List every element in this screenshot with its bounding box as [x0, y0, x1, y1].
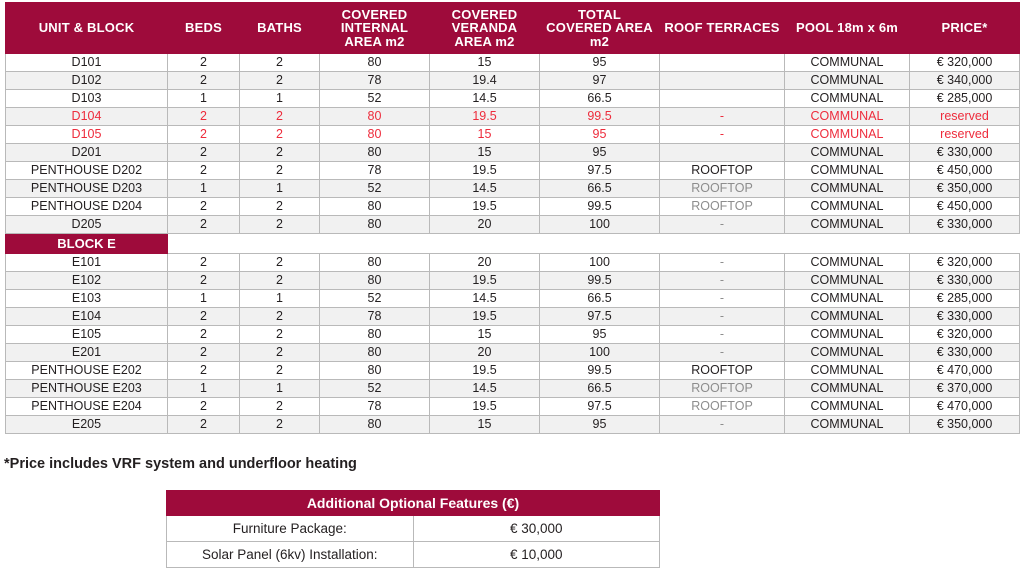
- cell-7: COMMUNAL: [785, 108, 910, 126]
- cell-1: 2: [168, 326, 240, 344]
- cell-5: 97: [540, 72, 660, 90]
- cell-4: 15: [430, 326, 540, 344]
- unit-price-table: [5, 2, 1020, 434]
- table-row: [6, 180, 1020, 198]
- table-row: [6, 216, 1020, 234]
- cell-0: E103: [6, 290, 168, 308]
- column-header-8: PRICE*: [910, 3, 1020, 54]
- optional-features-header-row: [167, 491, 660, 516]
- cell-2: 2: [240, 398, 320, 416]
- block-header-row: [6, 234, 1020, 254]
- cell-8: € 340,000: [910, 72, 1020, 90]
- cell-1: 2: [168, 308, 240, 326]
- optional-feature-label: Solar Panel (6kv) Installation:: [167, 542, 414, 568]
- cell-4: 15: [430, 144, 540, 162]
- cell-8: € 285,000: [910, 290, 1020, 308]
- cell-2: 1: [240, 290, 320, 308]
- cell-1: 2: [168, 54, 240, 72]
- cell-7: COMMUNAL: [785, 180, 910, 198]
- cell-0: E201: [6, 344, 168, 362]
- column-header-6: ROOF TERRACES: [660, 3, 785, 54]
- cell-0: PENTHOUSE E204: [6, 398, 168, 416]
- cell-1: 2: [168, 398, 240, 416]
- optional-feature-price: € 30,000: [413, 516, 660, 542]
- cell-7: COMMUNAL: [785, 72, 910, 90]
- cell-6: -: [660, 326, 785, 344]
- price-footnote: *Price includes VRF system and underfloor heating: [4, 456, 357, 472]
- price-table-header: [6, 3, 1020, 54]
- cell-8: € 330,000: [910, 144, 1020, 162]
- cell-0: D103: [6, 90, 168, 108]
- cell-8: € 370,000: [910, 380, 1020, 398]
- cell-3: 52: [320, 380, 430, 398]
- cell-2: 2: [240, 216, 320, 234]
- cell-7: COMMUNAL: [785, 54, 910, 72]
- cell-8: € 350,000: [910, 416, 1020, 434]
- cell-6: -: [660, 308, 785, 326]
- cell-3: 52: [320, 180, 430, 198]
- cell-5: 97.5: [540, 398, 660, 416]
- cell-1: 2: [168, 198, 240, 216]
- cell-5: 99.5: [540, 362, 660, 380]
- cell-5: 66.5: [540, 180, 660, 198]
- table-row: [6, 272, 1020, 290]
- cell-6: [660, 144, 785, 162]
- optional-features-table: [166, 490, 660, 568]
- table-row: [6, 362, 1020, 380]
- column-header-7: POOL 18m x 6m: [785, 3, 910, 54]
- cell-5: 100: [540, 216, 660, 234]
- cell-1: 1: [168, 180, 240, 198]
- price-table-body: [6, 54, 1020, 434]
- table-row: [6, 344, 1020, 362]
- cell-3: 52: [320, 90, 430, 108]
- cell-6: -: [660, 126, 785, 144]
- table-row: [6, 416, 1020, 434]
- cell-1: 2: [168, 254, 240, 272]
- cell-6: ROOFTOP: [660, 162, 785, 180]
- cell-7: COMMUNAL: [785, 380, 910, 398]
- cell-3: 78: [320, 162, 430, 180]
- cell-4: 15: [430, 126, 540, 144]
- cell-2: 2: [240, 272, 320, 290]
- cell-6: -: [660, 254, 785, 272]
- cell-5: 66.5: [540, 290, 660, 308]
- cell-4: 19.5: [430, 162, 540, 180]
- cell-1: 2: [168, 162, 240, 180]
- table-row: [6, 254, 1020, 272]
- cell-5: 95: [540, 326, 660, 344]
- price-table-header-row: [6, 3, 1020, 54]
- cell-3: 78: [320, 308, 430, 326]
- cell-7: COMMUNAL: [785, 290, 910, 308]
- cell-7: COMMUNAL: [785, 416, 910, 434]
- cell-1: 2: [168, 344, 240, 362]
- cell-4: 14.5: [430, 180, 540, 198]
- cell-7: COMMUNAL: [785, 362, 910, 380]
- cell-4: 19.5: [430, 398, 540, 416]
- cell-3: 80: [320, 144, 430, 162]
- cell-8: € 330,000: [910, 272, 1020, 290]
- cell-0: PENTHOUSE E203: [6, 380, 168, 398]
- cell-7: COMMUNAL: [785, 198, 910, 216]
- cell-5: 97.5: [540, 308, 660, 326]
- cell-6: -: [660, 216, 785, 234]
- cell-4: 14.5: [430, 90, 540, 108]
- cell-6: [660, 54, 785, 72]
- cell-6: -: [660, 290, 785, 308]
- cell-7: COMMUNAL: [785, 308, 910, 326]
- optional-features-title: Additional Optional Features (€): [167, 491, 660, 516]
- cell-4: 15: [430, 54, 540, 72]
- cell-7: COMMUNAL: [785, 254, 910, 272]
- optional-feature-row: [167, 542, 660, 568]
- cell-8: € 450,000: [910, 198, 1020, 216]
- cell-6: ROOFTOP: [660, 362, 785, 380]
- cell-0: D105: [6, 126, 168, 144]
- cell-4: 19.4: [430, 72, 540, 90]
- cell-0: PENTHOUSE E202: [6, 362, 168, 380]
- block-header-spacer: [240, 234, 320, 254]
- cell-0: E102: [6, 272, 168, 290]
- cell-8: € 320,000: [910, 254, 1020, 272]
- cell-8: € 330,000: [910, 308, 1020, 326]
- cell-2: 2: [240, 108, 320, 126]
- cell-5: 99.5: [540, 272, 660, 290]
- cell-6: ROOFTOP: [660, 180, 785, 198]
- cell-6: ROOFTOP: [660, 198, 785, 216]
- cell-2: 2: [240, 254, 320, 272]
- cell-4: 14.5: [430, 380, 540, 398]
- cell-4: 14.5: [430, 290, 540, 308]
- cell-3: 80: [320, 254, 430, 272]
- cell-3: 80: [320, 416, 430, 434]
- cell-5: 95: [540, 416, 660, 434]
- cell-3: 52: [320, 290, 430, 308]
- cell-2: 2: [240, 126, 320, 144]
- cell-5: 95: [540, 54, 660, 72]
- optional-features-body: [167, 516, 660, 568]
- cell-3: 80: [320, 272, 430, 290]
- cell-4: 19.5: [430, 108, 540, 126]
- cell-5: 95: [540, 126, 660, 144]
- column-header-2: BATHS: [240, 3, 320, 54]
- cell-1: 2: [168, 72, 240, 90]
- table-row: [6, 162, 1020, 180]
- cell-8: reserved: [910, 126, 1020, 144]
- cell-1: 2: [168, 108, 240, 126]
- cell-7: COMMUNAL: [785, 344, 910, 362]
- cell-2: 2: [240, 162, 320, 180]
- block-header-spacer: [430, 234, 540, 254]
- cell-3: 78: [320, 398, 430, 416]
- cell-4: 19.5: [430, 308, 540, 326]
- cell-1: 2: [168, 272, 240, 290]
- cell-7: COMMUNAL: [785, 326, 910, 344]
- column-header-4: COVERED VERANDA AREA m2: [430, 3, 540, 54]
- cell-8: reserved: [910, 108, 1020, 126]
- cell-1: 2: [168, 144, 240, 162]
- cell-6: -: [660, 272, 785, 290]
- cell-0: E205: [6, 416, 168, 434]
- table-row: [6, 90, 1020, 108]
- table-row: [6, 108, 1020, 126]
- cell-6: -: [660, 344, 785, 362]
- cell-3: 80: [320, 362, 430, 380]
- cell-2: 2: [240, 344, 320, 362]
- cell-5: 99.5: [540, 198, 660, 216]
- cell-7: COMMUNAL: [785, 126, 910, 144]
- cell-2: 1: [240, 380, 320, 398]
- cell-7: COMMUNAL: [785, 272, 910, 290]
- cell-8: € 330,000: [910, 344, 1020, 362]
- cell-5: 66.5: [540, 380, 660, 398]
- block-header-spacer: [785, 234, 910, 254]
- block-header-spacer: [320, 234, 430, 254]
- column-header-3: COVERED INTERNAL AREA m2: [320, 3, 430, 54]
- cell-1: 1: [168, 380, 240, 398]
- optional-feature-price: € 10,000: [413, 542, 660, 568]
- cell-3: 80: [320, 198, 430, 216]
- cell-8: € 470,000: [910, 362, 1020, 380]
- table-row: [6, 326, 1020, 344]
- table-row: [6, 198, 1020, 216]
- cell-5: 100: [540, 344, 660, 362]
- cell-0: D201: [6, 144, 168, 162]
- block-header-label: BLOCK E: [6, 234, 168, 254]
- cell-7: COMMUNAL: [785, 216, 910, 234]
- table-row: [6, 380, 1020, 398]
- cell-0: D102: [6, 72, 168, 90]
- cell-4: 19.5: [430, 198, 540, 216]
- table-row: [6, 126, 1020, 144]
- cell-4: 20: [430, 216, 540, 234]
- cell-2: 2: [240, 362, 320, 380]
- cell-2: 1: [240, 180, 320, 198]
- cell-7: COMMUNAL: [785, 398, 910, 416]
- cell-7: COMMUNAL: [785, 144, 910, 162]
- block-header-spacer: [540, 234, 660, 254]
- cell-7: COMMUNAL: [785, 90, 910, 108]
- cell-0: PENTHOUSE D202: [6, 162, 168, 180]
- column-header-0: UNIT & BLOCK: [6, 3, 168, 54]
- cell-4: 20: [430, 344, 540, 362]
- cell-6: -: [660, 108, 785, 126]
- cell-5: 66.5: [540, 90, 660, 108]
- cell-0: D205: [6, 216, 168, 234]
- cell-1: 2: [168, 126, 240, 144]
- cell-5: 99.5: [540, 108, 660, 126]
- block-header-spacer: [168, 234, 240, 254]
- cell-0: E104: [6, 308, 168, 326]
- cell-8: € 330,000: [910, 216, 1020, 234]
- cell-3: 80: [320, 108, 430, 126]
- cell-6: -: [660, 416, 785, 434]
- cell-1: 2: [168, 216, 240, 234]
- cell-2: 2: [240, 308, 320, 326]
- cell-0: PENTHOUSE D203: [6, 180, 168, 198]
- cell-0: E105: [6, 326, 168, 344]
- column-header-1: BEDS: [168, 3, 240, 54]
- table-row: [6, 144, 1020, 162]
- cell-4: 15: [430, 416, 540, 434]
- table-row: [6, 54, 1020, 72]
- cell-8: € 470,000: [910, 398, 1020, 416]
- table-row: [6, 72, 1020, 90]
- cell-2: 2: [240, 198, 320, 216]
- cell-3: 80: [320, 126, 430, 144]
- cell-3: 80: [320, 326, 430, 344]
- cell-1: 2: [168, 416, 240, 434]
- cell-4: 20: [430, 254, 540, 272]
- cell-8: € 285,000: [910, 90, 1020, 108]
- cell-2: 2: [240, 416, 320, 434]
- cell-0: E101: [6, 254, 168, 272]
- cell-8: € 450,000: [910, 162, 1020, 180]
- cell-2: 2: [240, 144, 320, 162]
- cell-2: 1: [240, 90, 320, 108]
- cell-3: 80: [320, 54, 430, 72]
- optional-features-header: [167, 491, 660, 516]
- block-header-spacer: [910, 234, 1020, 254]
- cell-0: D101: [6, 54, 168, 72]
- cell-6: [660, 72, 785, 90]
- cell-3: 80: [320, 216, 430, 234]
- table-row: [6, 308, 1020, 326]
- cell-5: 97.5: [540, 162, 660, 180]
- cell-2: 2: [240, 72, 320, 90]
- column-header-5: TOTAL COVERED AREA m2: [540, 3, 660, 54]
- optional-feature-label: Furniture Package:: [167, 516, 414, 542]
- cell-8: € 320,000: [910, 54, 1020, 72]
- block-header-spacer: [660, 234, 785, 254]
- table-row: [6, 398, 1020, 416]
- price-list-page: [0, 2, 1024, 562]
- cell-6: ROOFTOP: [660, 380, 785, 398]
- cell-1: 1: [168, 90, 240, 108]
- cell-6: [660, 90, 785, 108]
- cell-4: 19.5: [430, 362, 540, 380]
- cell-1: 1: [168, 290, 240, 308]
- cell-6: ROOFTOP: [660, 398, 785, 416]
- cell-2: 2: [240, 326, 320, 344]
- cell-8: € 350,000: [910, 180, 1020, 198]
- cell-3: 80: [320, 344, 430, 362]
- cell-3: 78: [320, 72, 430, 90]
- table-row: [6, 290, 1020, 308]
- cell-5: 95: [540, 144, 660, 162]
- cell-7: COMMUNAL: [785, 162, 910, 180]
- cell-8: € 320,000: [910, 326, 1020, 344]
- cell-1: 2: [168, 362, 240, 380]
- cell-5: 100: [540, 254, 660, 272]
- cell-0: D104: [6, 108, 168, 126]
- cell-0: PENTHOUSE D204: [6, 198, 168, 216]
- cell-4: 19.5: [430, 272, 540, 290]
- cell-2: 2: [240, 54, 320, 72]
